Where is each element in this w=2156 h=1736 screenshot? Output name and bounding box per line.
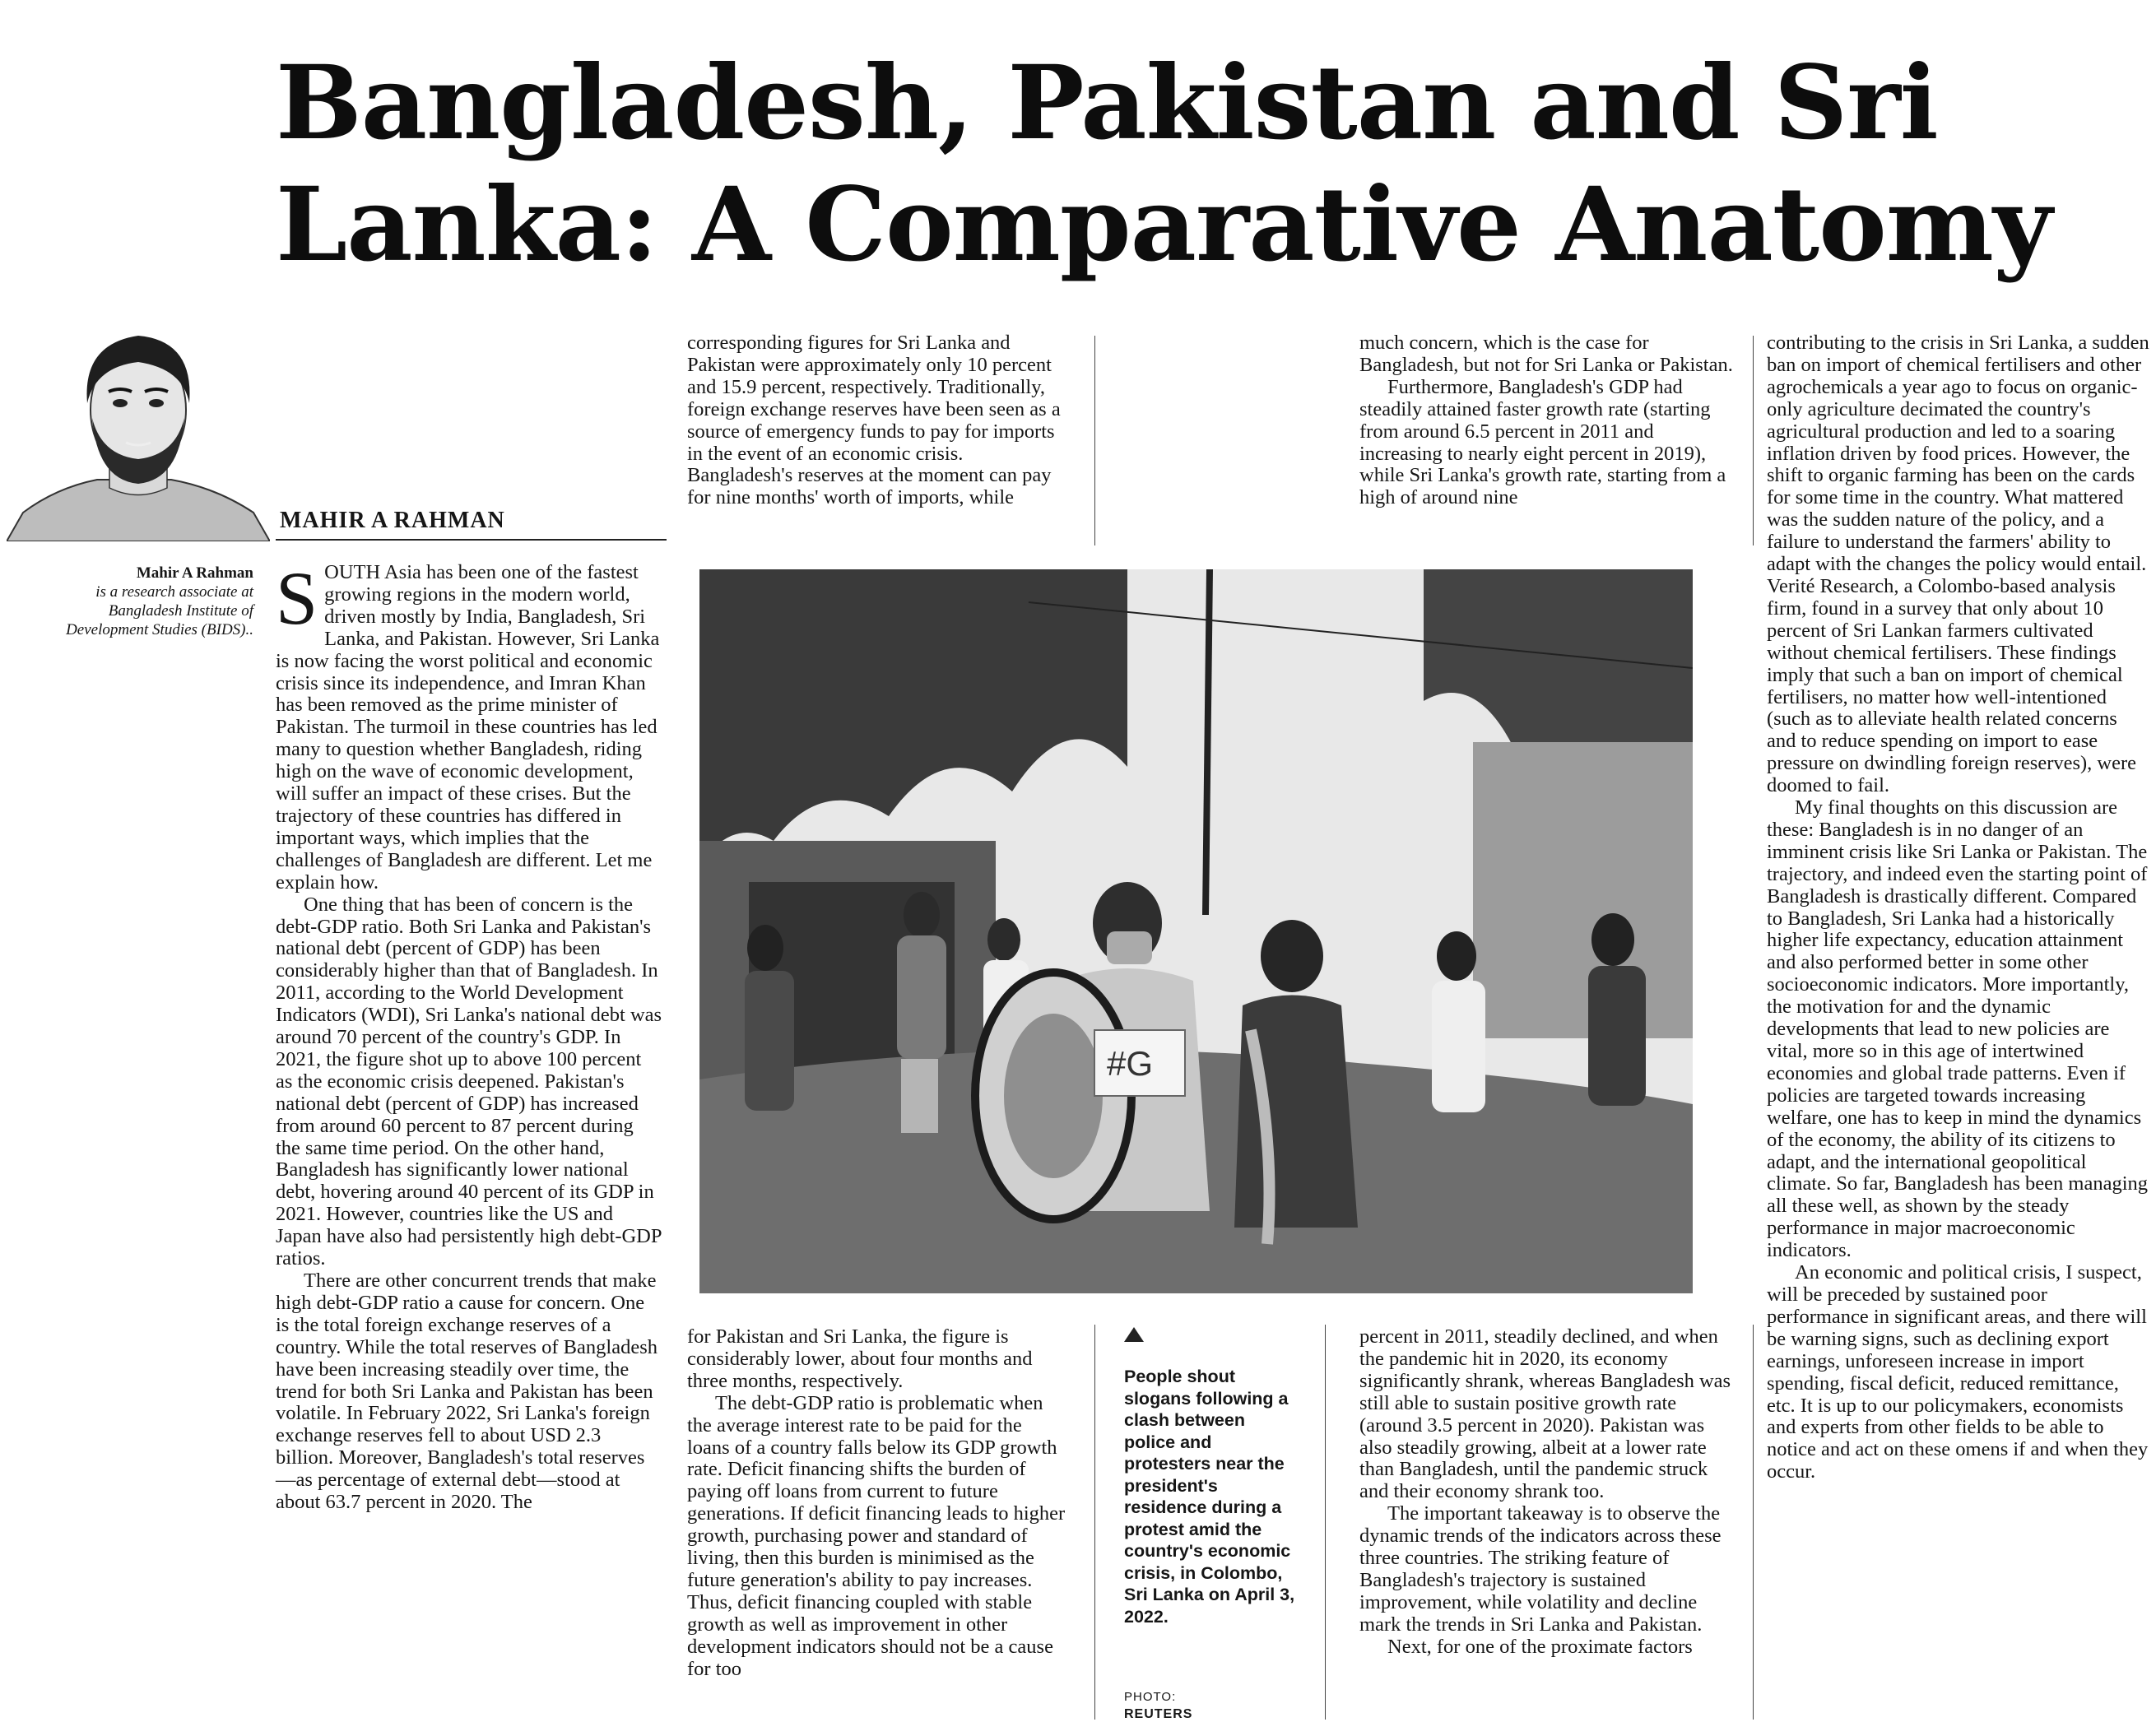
- article-paragraph: The debt-GDP ratio is problematic when the average interest rate to be paid for the loans of a country falls below its GDP growth rate. Deficit financing shifts the burden of paying off loans from current to future generations. If deficit financing leads to higher growth, purchasing power and standard of living, then this burden is minimised as the future generation's ability to pay increases. Thus, deficit financing coupled with stable growth as well as improvement in other development indicators should not be a cause for too: [687, 1391, 1066, 1680]
- column-rule: [1094, 336, 1095, 545]
- article-paragraph: percent in 2011, steadily declined, and when the pandemic hit in 2020, its economy significantly shrank, whereas Bangladesh was still able to sustain positive growth rate (around 3.5 percent in 2020). Pakistan was also steadily growing, albeit at a lower rate than Bangladesh, until the pandemic struck and their economy shrank too.: [1359, 1325, 1731, 1503]
- photo-building-right: [1473, 742, 1693, 1038]
- article-paragraph: for Pakistan and Sri Lanka, the figure is considerably lower, about four months and three months, respectively.: [687, 1325, 1033, 1392]
- column-rule: [1094, 1325, 1095, 1720]
- caption-triangle-icon: [1124, 1327, 1144, 1342]
- photo-credit-label: PHOTO:: [1124, 1690, 1177, 1704]
- column-rule: [1753, 1325, 1754, 1720]
- author-name: Mahir A Rahman: [136, 564, 253, 582]
- lead-text: OUTH Asia has been one of the fastest growing regions in the modern world, driven mostly by India, Bangladesh, Sri Lanka, and Pakistan. However, Sri Lanka is now facing the worst political and economic crisis since its independence, and Imran Khan has been removed as the prime minister of Pakistan. The turmoil in these countries has led many to question whether Bangladesh, riding high on the wave of economic development, will suffer an impact of these crises. But the trajectory of these countries has differed in important ways, which implies that the challenges of Bangladesh are different. Let me explain how.: [276, 561, 660, 894]
- portrait-eye-left: [113, 399, 128, 407]
- article-paragraph: contributing to the crisis in Sri Lanka, a sudden ban on import of chemical fertilisers and other agrochemicals a year ago to focus on organic-only agriculture decimated the country's agricultural production and led to a soaring inflation driven by food prices. However, the shift to organic farming has been on the cards for some time in the country. What mattered was the sudden nature of the policy, and a failure to understand the farmers' ability to adapt with the changes the policy would entail. Verité Research, a Colombo-based analysis firm, found in a survey that only about 10 percent of Sri Lankan farmers cultivated without chemical fertilisers. These findings imply that such a ban on import of chemical fertilisers, no matter how well-intentioned (such as to alleviate health related concerns and to reduce spending on import to ease pressure on dwindling foreign reserves), were doomed to fail.: [1767, 332, 2149, 797]
- byline-rule: [276, 539, 667, 541]
- author-portrait: [7, 311, 270, 541]
- author-description: is a research associate at Bangladesh Institute of Development Studies (BIDS)..: [66, 583, 253, 638]
- article-paragraph: My final thoughts on this discussion are these: Bangladesh is in no danger of an imminent crisis like Sri Lanka or Pakistan. The trajectory, and indeed even the starting point of Bangladesh is drastically different. Compared to Bangladesh, Sri Lanka had a historically higher life expectancy, education attainment and also performed better in some other socioeconomic indicators. More importantly, the motivation for and the dynamic developments that lead to new policies are vital, more so in this age of intertwined economies and global trade patterns. Even if policies are targeted towards increasing welfare, one has to keep in mind the dynamics of the economy, the ability of its citizens to adapt, and the international geopolitical climate. So far, Bangladesh has been managing all these well, as shown by the steady performance in major macroeconomic indicators.: [1767, 796, 2149, 1262]
- article-paragraph: An economic and political crisis, I suspect, will be preceded by sustained poor performance in significant areas, and there will be warning signs, such as declining export earnings, unforeseen increase in import spending, fiscal deficit, reduced remittance, etc. It is up to our policymakers, economists and experts from other fields to be able to notice and act on these omens if and when they occur.: [1767, 1261, 2149, 1483]
- headline: Bangladesh, Pakistan and Sri Lanka: A Comparative Anatomy: [276, 44, 2052, 285]
- column-rule: [1325, 1325, 1326, 1720]
- article-paragraph: There are other concurrent trends that make high debt-GDP ratio a cause for concern. One is the total foreign exchange reserves of a country. While the total reserves of Bangladesh have been increasing steadily over time, the trend for both Sri Lanka and Pakistan has been volatile. In February 2022, Sri Lanka's foreign exchange reserves fell to about USD 2.3 billion. Moreover, Bangladesh's total reserves—as percentage of external debt—stood at about 63.7 percent in 2020. The: [276, 1270, 657, 1514]
- article-paragraph: much concern, which is the case for Bangladesh, but not for Sri Lanka or Pakistan.: [1359, 332, 1733, 376]
- article-column-3-bottom: [1359, 1326, 1738, 1659]
- article-column-2-bottom: [687, 1326, 1066, 1681]
- article-paragraph: corresponding figures for Sri Lanka and Pakistan were approximately only 10 percent and 15.9 percent, respectively. Traditionally, foreign exchange reserves have been seen as a source of emergency funds to pay for imports in the event of an economic crisis. Bangladesh's reserves at the moment can pay for nine months' worth of imports, while: [687, 332, 1061, 509]
- article-paragraph: Next, for one of the proximate factors: [1387, 1635, 1693, 1658]
- photo-power-pole: [1206, 569, 1210, 915]
- byline: MAHIR A RAHMAN: [280, 508, 505, 533]
- author-note: [33, 564, 253, 639]
- article-paragraph: One thing that has been of concern is the debt-GDP ratio. Both Sri Lanka and Pakistan's national debt (percent of GDP) has been considerably higher than that of Bangladesh. In 2011, according to the World Development Indicators (WDI), Sri Lanka's national debt was around 70 percent of the country's GDP. In 2021, the figure shot up to above 100 percent as the economic crisis deepened. Pakistan's national debt (percent of GDP) has increased from around 60 percent to 87 percent during the same time period. On the other hand, Bangladesh has significantly lower national debt, hovering around 40 percent of its GDP in 2021. However, countries like the US and Japan have also had persistently high debt-GDP ratios.: [276, 893, 662, 1270]
- article-column-1: [276, 556, 662, 1514]
- column-rule: [1753, 336, 1754, 545]
- article-paragraph: The important takeaway is to observe the dynamic trends of the indicators across these three countries. The striking feature of Bangladesh's trajectory is sustained improvement, while volatility and decline mark the trends in Sri Lanka and Pakistan.: [1359, 1502, 1722, 1636]
- article-paragraph: [276, 556, 662, 894]
- portrait-eye-right: [149, 399, 164, 407]
- article-column-2-top: [687, 332, 1066, 509]
- article-paragraph: Furthermore, Bangladesh's GDP had steadily attained faster growth rate (starting from around 6.5 percent in 2011 and increasing to nearly eight percent in 2019), while Sri Lanka's growth rate, starting from a high of around nine: [1359, 375, 1726, 509]
- photo-caption: People shout slogans following a clash between police and protesters near the president's residence during a protest amid the country's economic crisis, in Colombo, Sri Lanka on April 3, 2022.: [1124, 1367, 1295, 1627]
- photo-sign-text: #G: [1107, 1044, 1154, 1083]
- photo-credit-source: REUTERS: [1124, 1707, 1193, 1721]
- article-column-4: [1767, 332, 2149, 1483]
- drop-cap: S: [276, 556, 318, 640]
- article-column-3-top: [1359, 332, 1738, 509]
- protest-photo: [699, 569, 1693, 1293]
